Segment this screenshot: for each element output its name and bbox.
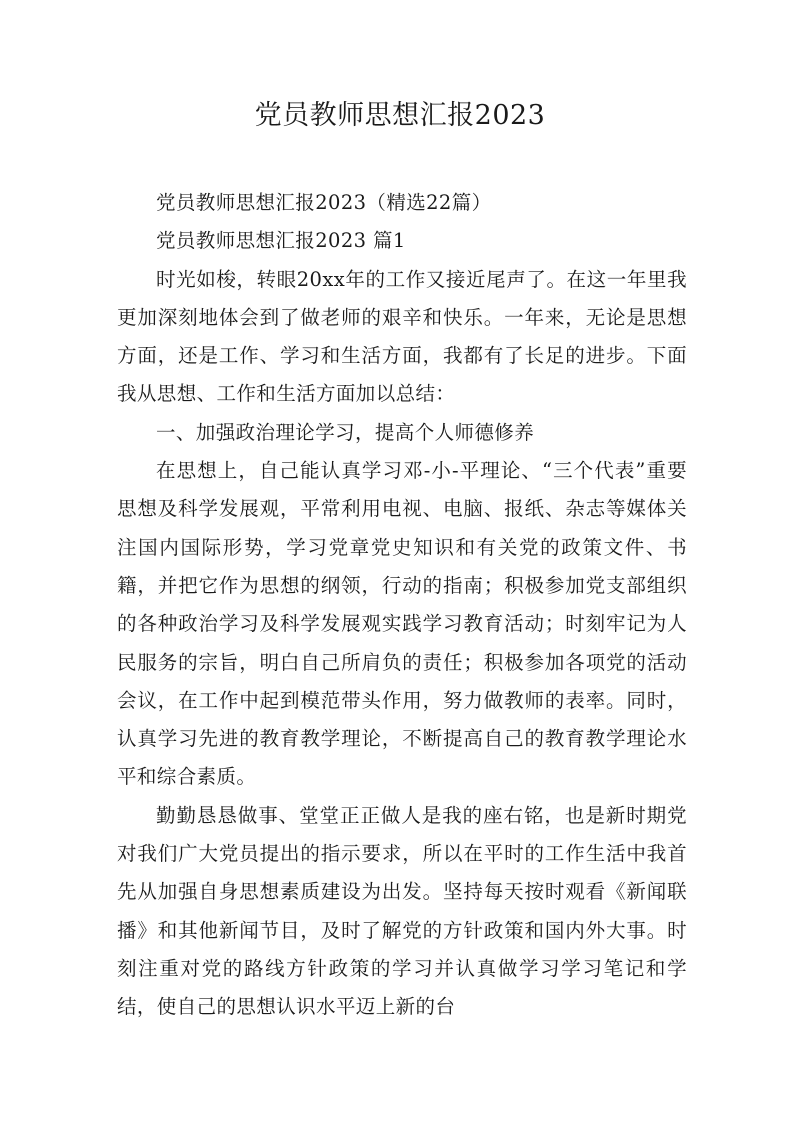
section-heading: 一、加强政治理论学习，提高个人师德修养 [156, 420, 535, 444]
body-paragraph: 在思想上，自己能认真学习邓-小-平理论、“三个代表”重要思想及科学发展观，平常利用电视、电脑、报纸、杂志等媒体关注国内国际形势，学习党章党史知识和有关党的政策文件、书籍，并把它作为思想的纲领，行动的指南；积极参加党支部组织的各种政治学习及科学发展观实践学习教育活动；时刻牢记为人民服务的宗旨，明白自己所肩负的责任；积极参加各项党的活动会议，在工作中起到模范带头作用，努力做教师的表率。同时，认真学习先进的教育教学理论，不断提高自己的教育教学理论水平和综合素质。 [117, 459, 687, 789]
document-body [117, 184, 687, 1027]
body-paragraph: 勤勤恳恳做事、堂堂正正做人是我的座右铭，也是新时期党对我们广大党员提出的指示要求，所以在平时的工作生活中我首先从加强自身思想素质建设为出发。坚持每天按时观看《新闻联播》和其他新闻节目，及时了解党的方针政策和国内外大事。时刻注重对党的路线方针政策的学习并认真做学习学习笔记和学结，使自己的思想认识水平迈上新的台 [117, 803, 687, 1019]
document-title: 党员教师思想汇报2023 [254, 100, 546, 131]
body-paragraph: 时光如梭，转眼20xx年的工作又接近尾声了。在这一年里我更加深刻地体会到了做老师的艰辛和快乐。一年来，无论是思想方面，还是工作、学习和生活方面，我都有了长足的进步。下面我从思想、工作和生活方面加以总结： [117, 267, 687, 406]
section-heading: 党员教师思想汇报2023 篇1 [156, 229, 406, 253]
subtitle-paragraph: 党员教师思想汇报2023（精选22篇） [156, 191, 492, 214]
